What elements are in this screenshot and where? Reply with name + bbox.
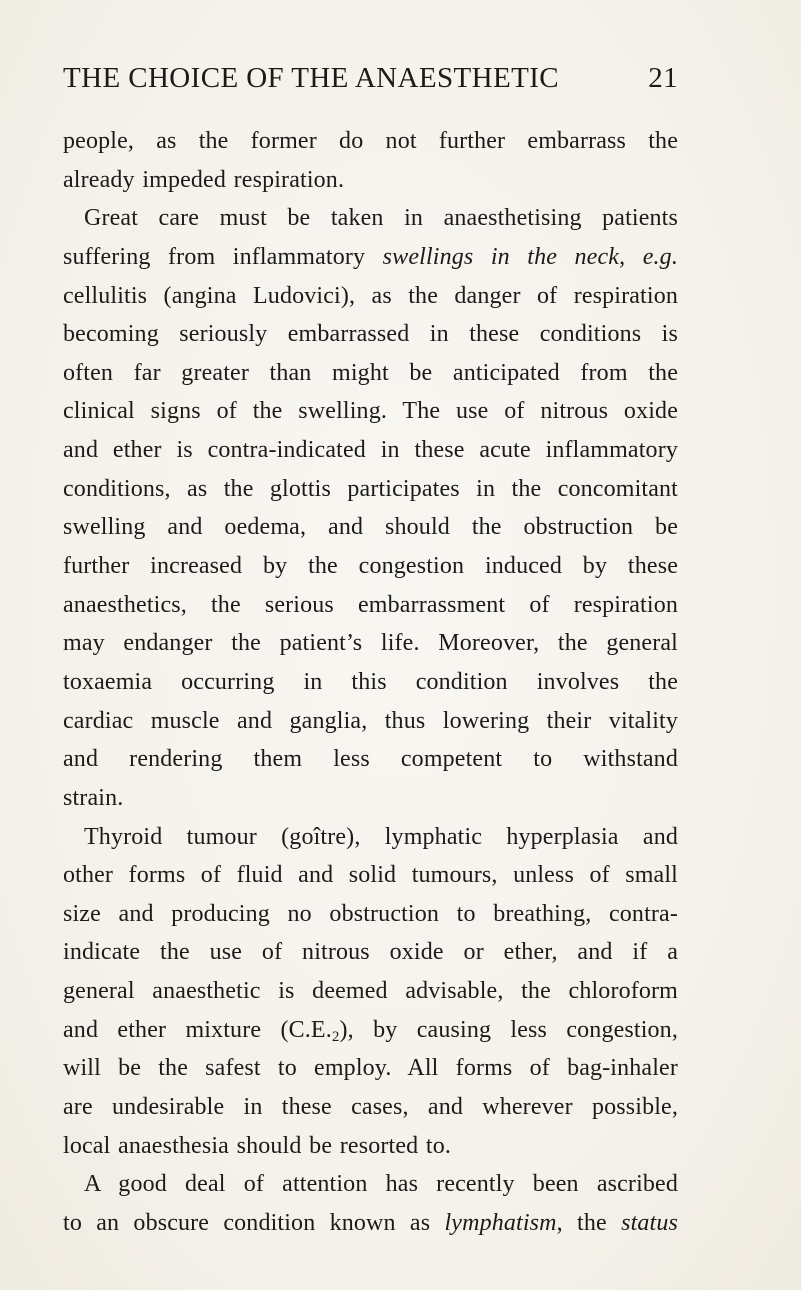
text-line bbox=[63, 392, 678, 431]
italic-text: lymphatism bbox=[444, 1209, 557, 1236]
text-line bbox=[63, 1204, 678, 1243]
running-header bbox=[63, 62, 678, 98]
text-segment: to an obscure condition known as bbox=[63, 1209, 445, 1236]
text-line bbox=[63, 547, 678, 586]
text-line bbox=[63, 895, 678, 934]
text-line bbox=[63, 470, 678, 509]
text-line bbox=[63, 933, 678, 972]
text-line bbox=[63, 663, 678, 702]
italic-text: swellings in the neck bbox=[382, 243, 620, 270]
text-line bbox=[63, 277, 678, 316]
text-line bbox=[63, 818, 678, 857]
text-segment: , the bbox=[556, 1209, 622, 1236]
text-line bbox=[63, 508, 678, 547]
text-segment: often far greater than might be anticipated from the bbox=[63, 359, 678, 386]
text-line bbox=[63, 586, 678, 625]
text-segment: and rendering them less competent to withstand bbox=[63, 746, 678, 773]
text-line bbox=[63, 199, 678, 238]
text-line bbox=[63, 238, 678, 277]
text-segment: suffering from inflammatory bbox=[63, 243, 383, 270]
text-segment: clinical signs of the swelling. The use of nitrous oxide bbox=[63, 398, 678, 425]
text-line bbox=[63, 856, 678, 895]
text-segment: may endanger the patient’s life. Moreover, the general bbox=[63, 630, 678, 657]
text-segment: are undesirable in these cases, and wherever possible, bbox=[63, 1094, 678, 1121]
text-line bbox=[63, 1088, 678, 1127]
text-line bbox=[63, 161, 678, 200]
text-segment: people, as the former do not further embarrass the bbox=[63, 128, 678, 154]
text-segment: , bbox=[619, 243, 643, 270]
text-line bbox=[63, 702, 678, 741]
text-line bbox=[63, 624, 678, 663]
text-line bbox=[63, 972, 678, 1011]
text-segment: will be the safest to employ. All forms of bag-inhaler bbox=[63, 1055, 678, 1082]
running-title: THE CHOICE OF THE ANAESTHETIC bbox=[63, 62, 559, 94]
text-segment: and ether mixture (C.E. bbox=[63, 1016, 332, 1043]
text-segment: cardiac muscle and ganglia, thus lowering their vitality bbox=[63, 707, 678, 734]
text-line bbox=[63, 1127, 678, 1166]
text-segment: already impeded respiration. bbox=[63, 166, 345, 193]
text-line bbox=[63, 779, 678, 818]
text-segment: toxaemia occurring in this condition involves the bbox=[63, 668, 678, 695]
text-line bbox=[63, 431, 678, 470]
text-segment: ), by causing less congestion, bbox=[339, 1016, 678, 1043]
text-line bbox=[63, 1049, 678, 1088]
text-segment: becoming seriously embarrassed in these conditions is bbox=[63, 321, 678, 348]
text-segment: indicate the use of nitrous oxide or ether, and if a bbox=[63, 939, 678, 966]
text-segment: and ether is contra-indicated in these acute inflammatory bbox=[63, 437, 678, 464]
text-line bbox=[63, 1011, 678, 1050]
text-segment: size and producing no obstruction to breathing, contra- bbox=[63, 900, 678, 927]
body-text bbox=[63, 122, 678, 1243]
italic-text: e.g. bbox=[642, 243, 678, 270]
text-segment: anaesthetics, the serious embarrassment of respiration bbox=[63, 591, 678, 618]
text-segment: swelling and oedema, and should the obstruction be bbox=[63, 514, 678, 541]
text-segment: conditions, as the glottis participates in the concomitant bbox=[63, 475, 678, 502]
text-line bbox=[63, 740, 678, 779]
text-segment: Thyroid tumour (goître), lymphatic hyperplasia and bbox=[84, 823, 678, 850]
italic-text: status bbox=[621, 1209, 678, 1236]
text-segment: Great care must be taken in anaesthetising patients bbox=[84, 205, 678, 232]
text-segment: A good deal of attention has recently been ascribed bbox=[84, 1171, 678, 1198]
subscript-text: 2 bbox=[331, 1028, 340, 1045]
text-segment: cellulitis (angina Ludovici), as the danger of respiration bbox=[63, 282, 678, 309]
text-segment: further increased by the congestion induced by these bbox=[63, 553, 678, 580]
text-segment: strain. bbox=[63, 784, 124, 811]
text-line bbox=[63, 354, 678, 393]
text-segment: general anaesthetic is deemed advisable, the chloroform bbox=[63, 978, 678, 1005]
page-number: 21 bbox=[648, 62, 678, 94]
text-line bbox=[63, 315, 678, 354]
text-line bbox=[63, 122, 678, 161]
text-segment: other forms of fluid and solid tumours, unless of small bbox=[63, 862, 678, 889]
text-segment: local anaesthesia should be resorted to. bbox=[63, 1132, 452, 1159]
text-line bbox=[63, 1165, 678, 1204]
